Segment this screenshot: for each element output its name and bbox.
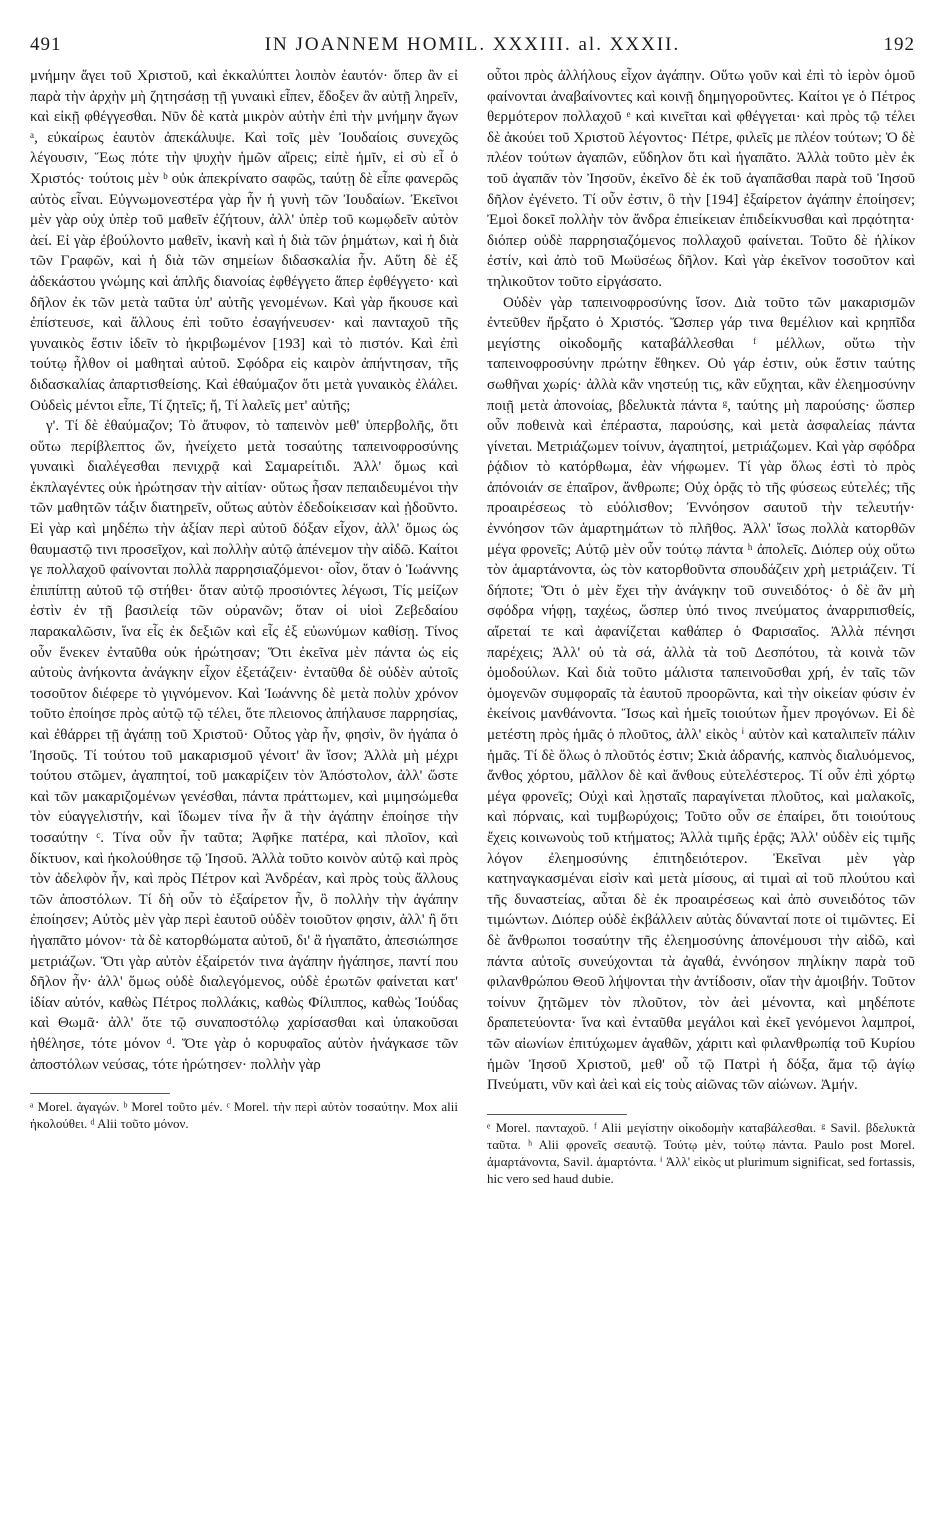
paragraph: γ'. Τί δὲ ἐθαύμαζον; Τὸ ἄτυφον, τὸ ταπεινὸν μεθ' ὑπερβολῆς, ὅτι οὕτω περίβλεπτος ὤν, ἠνείχετο μετὰ τοσαύτης ταπεινοφροσύνης γυναικὶ διαλέγεσθαι πενιχρᾷ καὶ Σαμαρείτιδι. Ἀλλ' ὅμως καὶ ἐκπλαγέντες οὐκ ἠρώτησαν τὴν αἰτίαν· οὕτως ἦσαν πεπαιδευμένοι τὴν τῶν μαθητῶν τάξιν διατηρεῖν, οὕτως αὐτὸν ἐδεδοίκεισαν καὶ ᾐδοῦντο. Εἰ γὰρ καὶ μηδέπω τὴν ἀξίαν περὶ αὐτοῦ δόξαν εἶχον, ἀλλ' ὅμως ὡς θαυμαστῷ τινι προσεῖχον, καὶ πολλὴν αὐτῷ ἀπένεμον τὴν αἰδῶ. Καίτοι γε πολλαχοῦ φαίνονται πολλὰ παρρησιαζόμενοι· οἷον, ὅταν ὁ Ἰωάννης ἐπιπίπτῃ αὐτοῦ τῷ στήθει· ὅταν αὐτῷ προσιόντες λέγωσι, Τίς μείζων ἐστὶν ἐν τῇ βασιλείᾳ τῶν οὐρανῶν; ὅταν οἱ υἱοὶ Ζεβεδαίου παρακαλῶσιν, ἵνα εἷς ἐκ δεξιῶν καὶ εἷς ἐξ εὐωνύμων καθίσῃ. Τίνος οὖν ἕνεκεν ἐνταῦθα οὐκ ἠρώτησαν; Ὅτι ἐκεῖνα μὲν πάντα ὡς εἰς αὐτοὺς ἀνήκοντα ἀνάγκην εἶχον ἐξετάζειν· ἐνταῦθα δὲ οὐδὲν αὐτοῖς τοσοῦτον διέφερε τὸ γιγνόμενον. Καὶ Ἰωάννης δὲ μετὰ πολὺν χρόνον τοῦτο ἐποίησε πρὸς αὐτῷ τῷ τέλει, ὅτε πλειονος ἀπήλαυσε παρρησίας, καὶ ἐθάρρει τῇ ἀγάπῃ τοῦ Χριστοῦ· Οὗτος γὰρ ἦν, φησὶν, ὃν ἠγάπα ὁ Ἰησοῦς. Τί τούτου τοῦ μακαρισμοῦ γένοιτ' ἂν ἴσον; Ἀλλὰ μὴ μέχρι τούτου στῶμεν, ἀγαπητοί, τοῦ μακαρίζειν τὸν Ἀπόστολον, ἀλλ' ὥστε καὶ τῶν μακαριζομένων γενέσθαι, πάντα πράττωμεν, καὶ μιμησώμεθα τὸν εὐαγγελιστήν, καὶ ἴδωμεν τίνα ἦν ἃ τὴν ἀγάπην ἐποίησε τὴν τοσαύτην ᶜ. Τίνα οὖν ἦν ταῦτα; Ἀφῆκε πατέρα, καὶ πλοῖον, καὶ δίκτυον, καὶ ἠκολούθησε τῷ Ἰησοῦ. Ἀλλὰ τοῦτο κοινὸν αὐτῷ καὶ πρὸς τὸν ἀδελφὸν ἦν, καὶ πρὸς Πέτρον καὶ Ἀνδρέαν, καὶ πρὸς τοὺς ἄλλους τῶν ἀποστόλων. Τί δὴ οὖν τὸ ἐξαίρετον ἦν, ὃ πολλὴν τὴν ἀγάπην ἐποίησεν; Αὐτὸς μὲν γὰρ περὶ ἑαυτοῦ οὐδὲν τοιοῦτον φησιν, ἀλλ' ἢ ὅτι ἠγαπᾶτο μόνον· τὰ δὲ κατορθώματα αὐτοῦ, δι' ἃ ἠγαπᾶτο, ἀπεσιώπησε μετριάζων. Ὅτι γὰρ αὐτὸν ἐξαίρετόν τινα ἀγάπην ἠγάπησε, παντί που δῆλον ἦν· ἀλλ' ὅμως οὐδὲ διαλεγόμενος, οὐδὲ ἐρωτῶν φαίνεται κατ' ἰδίαν αὐτόν, καθὼς Πέτρος πολλάκις, καθὼς Φίλιππος, καθὼς Ἰούδας καὶ Θωμᾶ· ἀλλ' ὅτε τῷ συναποστόλῳ χαρίσασθαι καὶ ὑπακοῦσαι ἠθέλησε, τότε μόνον ᵈ. Ὅτε γὰρ ὁ κορυφαῖος αὐτὸν ἠνάγκασε τῶν ἀποστόλων νεύσας, τότε ἠρώτησεν· πολλὴν γὰρ bbox=[30, 418, 458, 1073]
footnote: ᵉ Morel. πανταχοῦ. ᶠ Alii μεγίστην οἰκοδομὴν καταβάλεσθαι. ᵍ Savil. βδελυκτὰ ταῦτα. ʰ Alii φρονεῖς σεαυτῷ. Τούτῳ μὲν, τούτῳ πάντα. Paulo post Morel. ἁμαρτάνοντα, Savil. ἁμαρτόντα. ⁱ Ἀλλ' εἰκὸς ut plurimum significat, sed fortassis, hic vero sed haud dubie. bbox=[487, 1119, 915, 1186]
running-title: IN JOANNEM HOMIL. XXXIII. al. XXXII. bbox=[264, 34, 681, 55]
right-column bbox=[487, 66, 915, 1187]
running-header bbox=[30, 34, 915, 62]
page-number-left: 491 bbox=[30, 34, 62, 55]
text-columns bbox=[30, 66, 915, 1187]
paragraph: οὗτοι πρὸς ἀλλήλους εἶχον ἀγάπην. Οὕτω γοῦν καὶ ἐπὶ τὸ ἱερὸν ὁμοῦ φαίνονται ἀναβαίνοντες καὶ κοινῇ δημηγοροῦντες. Καίτοι γε ὁ Πέτρος θερμότερον πολλαχοῦ ᵉ καὶ κινεῖται καὶ φθέγγεται· καὶ πρὸς τῷ τέλει δὲ ἀκούει τοῦ Χριστοῦ λέγοντος· Πέτρε, φιλεῖς με πλέον τούτων; Ὁ δὲ πλέον τούτων ἀγαπῶν, εὔδηλον ὅτι καὶ ἠγαπᾶτο. Ἀλλὰ τοῦτο μὲν ἐκ τοῦ ἀγαπᾶν τὸν Ἰησοῦν, ἐκεῖνο δὲ ἐκ τοῦ ἀγαπᾶσθαι παρὰ τοῦ Ἰησοῦ δῆλον ἐγένετο. Τί οὖν ἐστιν, ὃ τὴν [194] ἐξαίρετον ἀγάπην ἐποίησεν; Ἐμοὶ δοκεῖ πολλὴν τὸν ἄνδρα ἐπιείκειαν ἐπιδείκνυσθαι καὶ πρᾳότητα· διόπερ οὐδὲ παρρησιαζόμενος πολλαχοῦ φαίνεται. Τοῦτο δὲ ἡλίκον ἐστίν, καὶ ἀπὸ τοῦ Μωϋσέως δῆλον. Καὶ γὰρ ἐκεῖνον τοσοῦτον καὶ τηλικοῦτον τοῦτο εἰργάσατο. bbox=[487, 68, 915, 290]
footnote-rule bbox=[487, 1114, 627, 1115]
footnote: ᵃ Morel. ἀγαγών. ᵇ Morel τοῦτο μέν. ᶜ Morel. τὴν περὶ αὐτὸν τοσαύτην. Mox alii ἠκολούθει. ᵈ Alii τοῦτο μόνον. bbox=[30, 1099, 458, 1132]
page-number-right: 192 bbox=[883, 34, 915, 55]
left-column bbox=[30, 66, 458, 1187]
paragraph: μνήμην ἄγει τοῦ Χριστοῦ, καὶ ἐκκαλύπτει λοιπὸν ἑαυτόν· ὅπερ ἂν εἰ παρὰ τὴν ἀρχὴν μὴ ζητησάσῃ τῇ γυναικὶ εἶπεν, ἔδοξεν ἂν αὐτῇ ληρεῖν, καὶ εἰκῇ φθέγγεσθαι. Νῦν δὲ κατὰ μικρὸν αὐτὴν ἐπὶ τὴν μνήμην ἄγων ᵃ, εὐκαίρως ἑαυτὸν ἀπεκάλυψε. Καὶ τοῖς μὲν Ἰουδαίοις συνεχῶς λέγουσιν, Ἕως πότε τὴν ψυχὴν ἡμῶν αἴρεις; εἰπὲ ἡμῖν, εἰ σὺ εἶ ὁ Χριστός· τούτοις μὲν ᵇ οὐκ ἀπεκρίνατο σαφῶς, ταύτῃ δὲ εἶπε φανερῶς αὐτὸς εἶναι. Εὐγνωμονεστέρα γὰρ ἦν ἡ γυνὴ τῶν Ἰουδαίων. Ἐκεῖνοι μὲν γὰρ οὐχ ὑπὲρ τοῦ μαθεῖν ἐζήτουν, ἀλλ' ὑπὲρ τοῦ κωμῳδεῖν αὐτὸν ἀεί. Εἰ γὰρ ἐβούλοντο μαθεῖν, ἱκανὴ καὶ ἡ διὰ τῶν ῥημάτων, καὶ ἡ διὰ τῶν Γραφῶν, καὶ ἡ διὰ τῶν σημείων διδασκαλία ἦν. Αὕτη δὲ ἐξ ἀδεκάστου γνώμης καὶ ἁπλῆς διανοίας ἐφθέγγετο ἅπερ ἐφθέγγετο· καὶ δῆλον ἐκ τῶν μετὰ ταῦτα ὑπ' αὐτῆς γενομένων. Καὶ γὰρ ἤκουσε καὶ ἐπίστευσε, καὶ ἄλλους ἐπὶ τοῦτο ἐσαγήνευσεν· καὶ πανταχοῦ τῆς γυναικὸς ἔστιν ἰδεῖν τὸ ἠκριβωμένον [193] καὶ τὸ πιστόν. Καὶ ἐπὶ τούτῳ ἦλθον οἱ μαθηταὶ αὐτοῦ. Σφόδρα εἰς καιρὸν ἀπήντησαν, τῆς διδασκαλίας ἀπαρτισθείσης. Καὶ ἐθαύμαζον ὅτι μετὰ γυναικὸς ἐλάλει. Οὐδεὶς μέντοι εἶπε, Τί ζητεῖς; ἤ, Τί λαλεῖς μετ' αὐτῆς; bbox=[30, 68, 458, 414]
footnote-rule bbox=[30, 1093, 170, 1094]
paragraph: Οὐδὲν γὰρ ταπεινοφροσύνης ἴσον. Διὰ τοῦτο τῶν μακαρισμῶν ἐντεῦθεν ἤρξατο ὁ Χριστός. Ὥσπερ γάρ τινα θεμέλιον καὶ κρηπῖδα μεγίστης οἰκοδομῆς καταβάλλεσθαι ᶠ μέλλων, οὕτω τὴν ταπεινοφροσύνην πρώτην ἔθηκεν. Οὐ γάρ ἐστιν, οὐκ ἔστιν ταύτης σωθῆναι χωρίς· ἀλλὰ κἂν νηστεύῃ τις, κἂν εὔχηται, κἂν ἐλεημοσύνην ποιῇ μετὰ ἀπονοίας, βδελυκτὰ πάντα ᵍ, ταύτης μὴ παρούσης· ὥσπερ οὖν ποθεινὰ καὶ ἐπέραστα, παρούσης, καὶ μετὰ ἀσφαλείας πάντα γίνεται. Μετριάζωμεν τοίνυν, ἀγαπητοί, μετριάζωμεν. Καὶ γὰρ σφόδρα ῥᾴδιον τὸ κατόρθωμα, ἐὰν νήφωμεν. Τί γὰρ ὅλως ἐστὶ τὸ πρὸς ἀπόνοιάν σε ἐπαῖρον, ἄνθρωπε; Οὐχ ὁρᾷς τὸ τῆς φύσεως εὐτελές; τῆς προαιρέσεως τὸ εὐόλισθον; Ἐννόησον σαυτοῦ τὴν τελευτήν· ἐννόησον τῶν ἁμαρτημάτων τὸ πλῆθος. Ἀλλ' ἴσως πολλὰ κατορθῶν μέγα φρονεῖς; Αὐτῷ μὲν οὖν τούτῳ πάντα ʰ ἀπολεῖς. Διόπερ οὐχ οὕτω τὸν ἁμαρτάνοντα, ὡς τὸν κατορθοῦντα σπουδάζειν χρὴ μετριάζειν. Τί δήποτε; Ὅτι ὁ μὲν ἔχει τὴν ἀνάγκην τοῦ συνειδότος· ὁ δὲ ἂν μὴ σφόδρα νήφῃ, ταχέως, ὥσπερ ὑπό τινος πνεύματος ἀναρριπισθείς, αἴρεταί τε καὶ ἀφανίζεται καθάπερ ὁ Φαρισαῖος. Ἀλλὰ πένησι παρέχεις; Ἀλλ' οὐ τὰ σά, ἀλλὰ τὰ τοῦ Δεσπότου, τὰ κοινὰ τῶν ὁμοδούλων. Καὶ διὰ τοῦτο μάλιστα ταπεινοῦσθαι χρή, ἐν ταῖς τῶν ὁμογενῶν συμφοραῖς τὰ ἑαυτοῦ προορῶντα, καὶ τὴν οἰκείαν φύσιν ἐν ἐκείνοις μανθάνοντα. Ἴσως καὶ ἡμεῖς τοιούτων ἦμεν προγόνων. Εἰ δὲ μετέστη πρὸς ἡμᾶς ὁ πλοῦτος, ἀλλ' εἰκὸς ⁱ αὐτὸν καὶ καταλιπεῖν πάλιν ἡμᾶς. Τί δὲ ὅλως ὁ πλοῦτός ἐστιν; Σκιὰ ἀδρανής, καπνὸς διαλυόμενος, ἄνθος χόρτου, μᾶλλον δὲ καὶ ἄνθους εὐτελέστερος. Τί οὖν ἐπὶ χόρτῳ μέγα φρονεῖς; Οὐχὶ καὶ λῃσταῖς παραγίνεται πλοῦτος, καὶ μαλακοῖς, καὶ πόρναις, καὶ τυμβωρύχοις; Τοῦτο οὖν σε ἐπαίρει, ὅτι τοιούτους ἔχεις κοινωνοὺς τοῦ κτήματος; Ἀλλὰ τιμῆς ἐρᾷς; Ἀλλ' οὐδὲν εἰς τιμῆς λόγον ἐλεημοσύνης ἐπιτηδειότερον. Ἐκεῖναι μὲν γὰρ κατηναγκασμέναι εἰσὶν καὶ μετὰ μίσους, αἱ τιμαὶ αἱ τοῦ πλούτου καὶ τῆς δυναστείας, αὗται δὲ ἐκ προαιρέσεως καὶ ἀπὸ συνειδότος τῶν τιμώντων. Διόπερ οὐδὲ ἐκβάλλειν αὐτὰς δύνανταί ποτε οἱ τιμῶντες. Εἰ δὲ ἄνθρωποι τοσαύτην τῆς ἐλεημοσύνης ἀπονέμουσι τὴν αἰδῶ, καὶ πάντα αὐτοῖς συνεύχονται τὰ ἀγαθά, ἐννόησον πηλίκην παρὰ τοῦ φιλανθρώπου Θεοῦ λήψονται τὴν ἀντίδοσιν, οἵαν τὴν ἀμοιβήν. Τοῦτον τοίνυν ζητῶμεν τὸν πλοῦτον, τὸν ἀεὶ μένοντα, καὶ μηδέποτε δραπετεύοντα· ἵνα καὶ ἐνταῦθα μεγάλοι καὶ ἐκεῖ γενόμενοι λαμπροί, τῶν αἰωνίων ἐπιτύχωμεν ἀγαθῶν, χάριτι καὶ φιλανθρωπίᾳ τοῦ Κυρίου ἡμῶν Ἰησοῦ Χριστοῦ, μεθ' οὗ τῷ Πατρὶ ἡ δόξα, ἅμα τῷ ἁγίῳ Πνεύματι, νῦν καὶ ἀεὶ καὶ εἰς τοὺς αἰῶνας τῶν αἰώνων. Ἀμήν. bbox=[487, 294, 915, 1094]
